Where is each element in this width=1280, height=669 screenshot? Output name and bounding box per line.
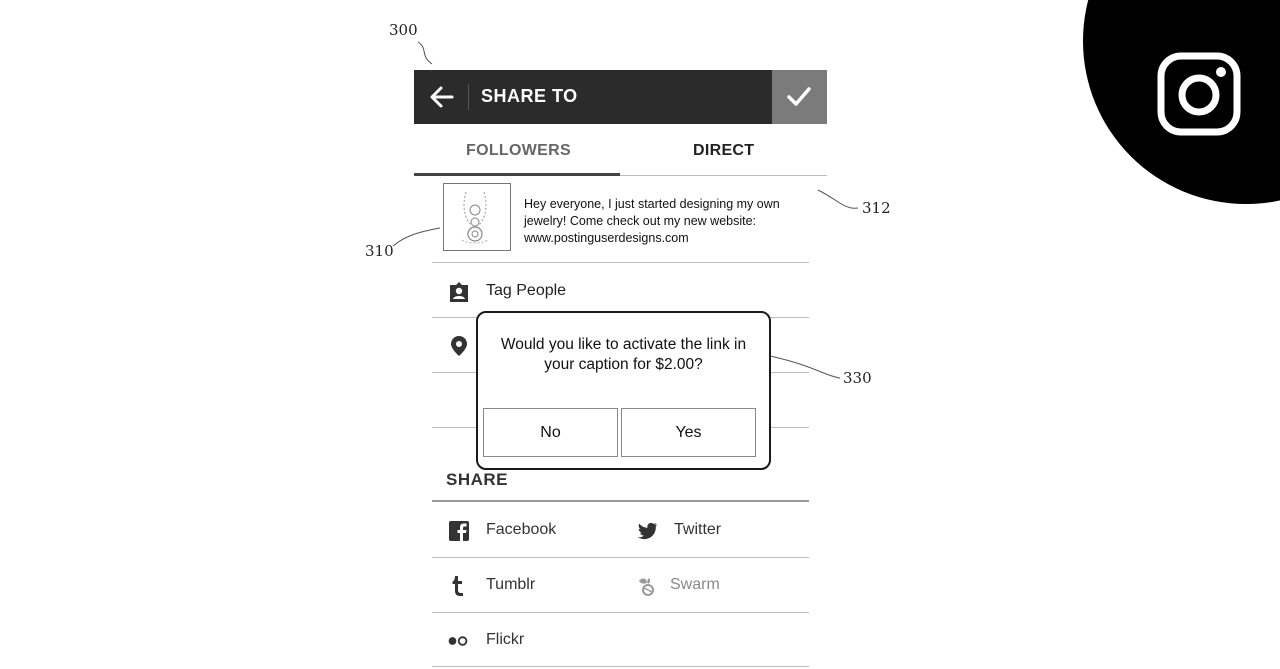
share-flickr[interactable]: Flickr — [486, 631, 525, 648]
dialog-yes-button[interactable]: Yes — [621, 408, 756, 457]
post-thumbnail[interactable] — [443, 183, 511, 251]
tab-followers[interactable]: FOLLOWERS — [466, 142, 571, 159]
checkmark-icon — [786, 85, 812, 109]
tab-direct[interactable]: DIRECT — [693, 142, 755, 159]
map-pin-icon[interactable] — [448, 335, 470, 357]
share-heading: SHARE — [446, 470, 509, 489]
ref-screen: 300 — [389, 21, 418, 39]
share-tumblr[interactable]: Tumblr — [486, 576, 536, 593]
divider — [432, 612, 809, 613]
audience-tabs — [414, 124, 827, 176]
swarm-icon — [636, 575, 658, 597]
app-bar — [414, 70, 827, 124]
divider — [432, 557, 809, 558]
tumblr-icon — [448, 575, 470, 597]
divider — [432, 500, 809, 502]
share-swarm[interactable]: Swarm — [670, 576, 720, 593]
facebook-icon — [448, 520, 470, 542]
page-title: SHARE TO — [481, 86, 578, 106]
ref-caption: 312 — [862, 199, 891, 217]
post-caption[interactable]: Hey everyone, I just started designing my own jewelry! Come check out my new website: www.postinguserdesigns.com — [524, 197, 780, 245]
share-twitter[interactable]: Twitter — [674, 521, 722, 538]
tag-people-option[interactable]: Tag People — [486, 282, 567, 299]
ref-dialog: 330 — [843, 369, 872, 387]
instagram-icon — [1157, 52, 1241, 136]
flickr-icon — [447, 630, 469, 652]
ref-thumbnail: 310 — [365, 242, 394, 260]
twitter-icon — [636, 520, 658, 542]
divider — [432, 666, 809, 667]
dialog-message: Would you like to activate the link in your caption for $2.00? — [500, 336, 747, 373]
dialog-no-button[interactable]: No — [483, 408, 618, 457]
tag-person-icon — [448, 281, 470, 303]
app-bar-divider — [468, 84, 469, 110]
divider — [432, 262, 809, 263]
confirm-share-button[interactable] — [772, 70, 827, 124]
share-facebook[interactable]: Facebook — [486, 521, 557, 538]
tab-selected-indicator — [414, 173, 620, 176]
jewelry-image-icon — [444, 184, 510, 250]
activate-link-dialog — [476, 311, 771, 470]
arrow-left-icon[interactable] — [426, 81, 458, 113]
